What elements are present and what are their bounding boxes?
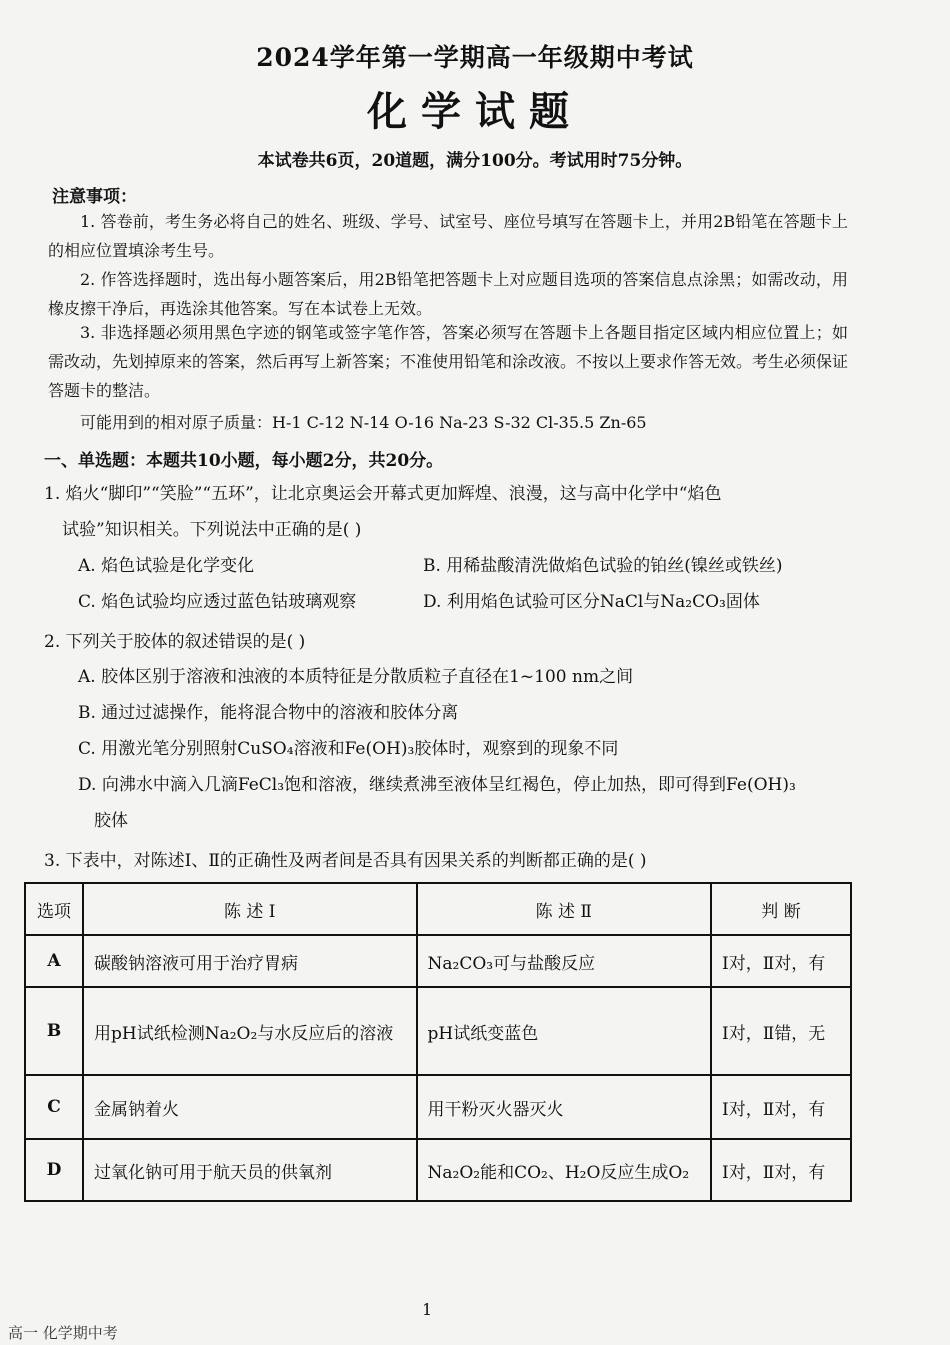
question-3: [44, 843, 849, 879]
section-heading: 一、单选题：本题共10小题，每小题2分，共20分。: [44, 451, 444, 471]
table-cell: Ⅰ对，Ⅱ对，有: [711, 1139, 851, 1201]
table-header: 判 断: [711, 883, 851, 935]
table-cell: 过氧化钠可用于航天员的供氧剂: [83, 1139, 417, 1201]
table-row: [25, 1075, 851, 1139]
q1-option-d: D. 利用焰色试验可区分NaCl与Na₂CO₃固体: [423, 592, 760, 612]
question-2-options: [78, 659, 858, 839]
table-cell: C: [25, 1075, 83, 1139]
table-cell: 用pH试纸检测Na₂O₂与水反应后的溶液: [83, 987, 417, 1075]
table-header: 选项: [25, 883, 83, 935]
table-cell: Ⅰ对，Ⅱ对，有: [711, 935, 851, 987]
table-cell: 碳酸钠溶液可用于治疗胃病: [83, 935, 417, 987]
question-3-table: [24, 882, 852, 1202]
question-1-options: [78, 548, 858, 620]
table-cell: B: [25, 987, 83, 1075]
notice-title: 注意事项：: [52, 187, 137, 207]
question-2: [44, 624, 849, 660]
q2-option-b: B. 通过过滤操作，能将混合物中的溶液和胶体分离: [78, 703, 459, 723]
table-row: [25, 935, 851, 987]
subject-title: 化学试题: [367, 88, 583, 135]
page-number: 1: [422, 1300, 433, 1319]
question-3-stem: 3. 下表中，对陈述Ⅰ、Ⅱ的正确性及两者间是否具有因果关系的判断都正确的是( ): [44, 851, 647, 871]
q2-option-c: C. 用激光笔分别照射CuSO₄溶液和Fe(OH)₃胶体时，观察到的现象不同: [78, 739, 619, 759]
exam-title: 2024学年第一学期高一年级期中考试: [256, 43, 694, 72]
table-cell: Ⅰ对，Ⅱ对，有: [711, 1075, 851, 1139]
question-1-stem-line2: 试验”知识相关。下列说法中正确的是( ): [62, 520, 362, 540]
exam-meta: 本试卷共6页，20道题，满分100分。考试用时75分钟。: [257, 151, 693, 171]
atomic-masses: 可能用到的相对原子质量：H-1 C-12 N-14 O-16 Na-23 S-32 Cl-35.5 Zn-65: [80, 413, 647, 432]
notice-item-3: 3. 非选择题必须用黑色字迹的钢笔或签字笔作答，答案必须写在答题卡上各题目指定区域内相应位置上；如需改动，先划掉原来的答案，然后再写上新答案；不准使用铅笔和涂改液。不按以上要求作答无效。考生必须保证答题卡的整洁。: [48, 323, 849, 400]
table-cell: Na₂CO₃可与盐酸反应: [417, 935, 711, 987]
table-header: 陈 述 Ⅱ: [417, 883, 711, 935]
question-1: [44, 476, 849, 548]
notice-item-2: 2. 作答选择题时，选出每小题答案后，用2B铅笔把答题卡上对应题目选项的答案信息点涂黑；如需改动，用橡皮擦干净后，再选涂其他答案。写在本试卷上无效。: [48, 270, 848, 318]
table-cell: Na₂O₂能和CO₂、H₂O反应生成O₂: [417, 1139, 711, 1201]
q1-option-a: A. 焰色试验是化学变化: [78, 556, 255, 576]
q2-option-a: A. 胶体区别于溶液和浊液的本质特征是分散质粒子直径在1~100 nm之间: [78, 667, 634, 687]
table-header-row: [25, 883, 851, 935]
question-2-stem: 2. 下列关于胶体的叙述错误的是( ): [44, 632, 306, 652]
notice-item-1: 1. 答卷前，考生务必将自己的姓名、班级、学号、试室号、座位号填写在答题卡上，并用2B铅笔在答题卡上的相应位置填涂考生号。: [48, 212, 848, 260]
question-1-stem-line1: 1. 焰火“脚印”“笑脸”“五环”，让北京奥运会开幕式更加辉煌、浪漫，这与高中化学中“焰色: [44, 484, 722, 504]
table-cell: D: [25, 1139, 83, 1201]
table-header: 陈 述 Ⅰ: [83, 883, 417, 935]
table-cell: A: [25, 935, 83, 987]
table-row: [25, 987, 851, 1075]
q1-option-c: C. 焰色试验均应透过蓝色钴玻璃观察: [78, 592, 357, 612]
table-cell: 用干粉灭火器灭火: [417, 1075, 711, 1139]
q1-option-b: B. 用稀盐酸清洗做焰色试验的铂丝(镍丝或铁丝): [423, 556, 783, 576]
page-footer: 高一 化学期中考: [8, 1324, 118, 1342]
table-cell: 金属钠着火: [83, 1075, 417, 1139]
table-cell: pH试纸变蓝色: [417, 987, 711, 1075]
q2-option-d: D. 向沸水中滴入几滴FeCl₃饱和溶液，继续煮沸至液体呈红褐色，停止加热，即可得到Fe(OH)₃: [78, 775, 796, 795]
q2-option-d-continued: 胶体: [94, 811, 128, 831]
table-row: [25, 1139, 851, 1201]
table-cell: Ⅰ对，Ⅱ错，无: [711, 987, 851, 1075]
